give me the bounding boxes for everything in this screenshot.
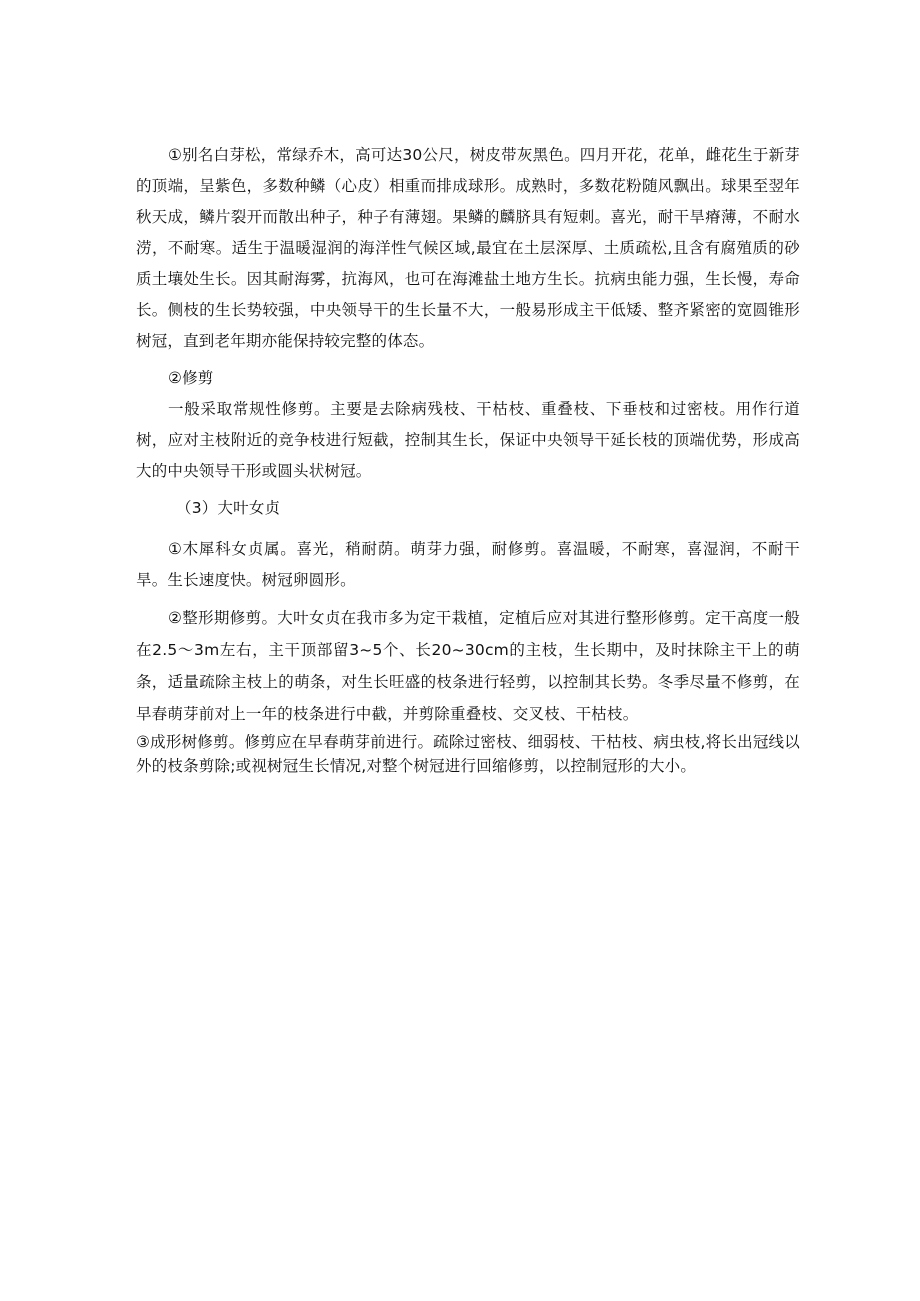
- paragraph-pine-pruning: 一般采取常规性修剪。主要是去除病残枝、干枯枝、重叠枝、下垂枝和过密枝。用作行道树，应对主枝附近的竞争枝进行短截，控制其生长，保证中央领导干延长枝的顶端优势，形成高大的中央领导干形或圆头状树冠。: [136, 400, 800, 480]
- paragraph-pine-description: ①别名白芽松，常绿乔木，高可达30公尺，树皮带灰黑色。四月开花，花单，雌花生于新芽的顶端，呈紫色，多数种鳞（心皮）相重而排成球形。成熟时，多数花粉随风飘出。球果至翌年秋天成，鳞片裂开而散出种子，种子有薄翅。果鳞的麟脐具有短刺。喜光，耐干旱瘠薄，不耐水涝，不耐寒。适生于温暖湿润的海洋性气候区域,最宜在土层深厚、土质疏松,且含有腐殖质的砂质土壤处生长。因其耐海雾，抗海风，也可在海滩盐土地方生长。抗病虫能力强，生长慢，寿命长。侧枝的生长势较强，中央领导干的生长量不大，一般易形成主干低矮、整齐紧密的宽圆锥形树冠，直到老年期亦能保持较完整的体态。: [136, 146, 800, 350]
- paragraph-privet-description: ①木犀科女贞属。喜光，稍耐荫。萌芽力强，耐修剪。喜温暖，不耐寒，喜湿润，不耐干旱。生长速度快。树冠卵圆形。: [136, 540, 800, 589]
- section-heading-privet: （3）大叶女贞: [176, 499, 281, 517]
- paragraph-pruning-label: ②修剪: [168, 369, 214, 387]
- document-body: [136, 140, 800, 778]
- paragraph-privet-mature-pruning: ③成形树修剪。修剪应在早春萌芽前进行。疏除过密枝、细弱枝、干枯枝、病虫枝,将长出冠线以外的枝条剪除;或视树冠生长情况,对整个树冠进行回缩修剪，以控制冠形的大小。: [136, 733, 800, 775]
- paragraph-privet-shaping: ②整形期修剪。大叶女贞在我市多为定干栽植，定植后应对其进行整形修剪。定干高度一般在2.5～3m左右，主干顶部留3~5个、长20~30cm的主枝，生长期中，及时抹除主干上的萌条，适量疏除主枝上的萌条，对生长旺盛的枝条进行轻剪，以控制其长势。冬季尽量不修剪，在早春萌芽前对上一年的枝条进行中截，并剪除重叠枝、交叉枝、干枯枝。: [136, 609, 800, 723]
